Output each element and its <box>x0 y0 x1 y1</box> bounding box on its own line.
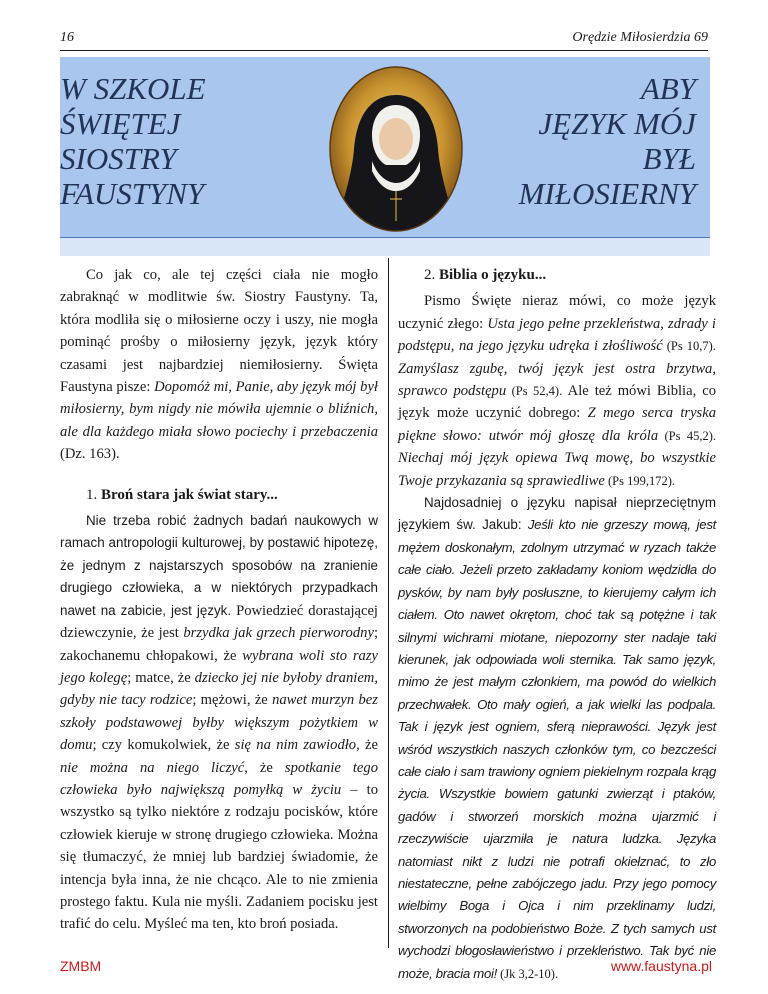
bible-paragraph-2: Najdosadniej o języku napisał nieprzeciętnym językiem św. Jakub: Jeśli kto nie grzeszy mową, jest mężem doskonałym, zdolnym utrzymać w ryzach także całe ciało. Jeżeli przeto zakładamy koniom wędzidła do pysków, by nam były posłuszne, to kierujemy całym ich ciałem. Oto nawet okrętom, choć tak są potężne i tak silnymi wichrami miotane, niepozorny ster nadaje taki kierunek, jak odpowiada woli sternika. Tak samo język, mimo że jest małym członkiem, ma powód do wielkich przechwałek. Oto mały ogień, a jak wielki las podpala. Tak i język jest ogniem, sferą nieprawości. Język jest wśród wszystkich naszych członków tym, co bezcześci całe ciało i sam trawiony ogniem piekielnym rozpala krąg życia. Wszystkie bowiem gatunki zwierząt i ptaków, gadów i stworzeń morskich można ujarzmić i rzeczywiście ujarzmiła je natura ludzka. Języka natomiast nikt z ludzi nie potrafi okiełznać, to zło niestateczne, pełne zabójczego jadu. Przy jego pomocy wielbimy Boga i Ojca i nim przeklinamy ludzi, stworzonych na podobieństwo Boże. Z tych samych ust wychodzi błogosławieństwo i przekleństwo. Tak być nie może, bracia moi! (Jk 3,2-10). <box>398 495 717 981</box>
footer-website: www.faustyna.pl <box>610 958 712 974</box>
band-strip <box>60 238 710 256</box>
page-number: 16 <box>60 30 74 45</box>
title-band <box>60 57 710 239</box>
right-column <box>398 264 716 985</box>
section-heading-2: 2. Biblia o języku... <box>424 267 547 283</box>
left-column <box>60 264 378 936</box>
journal-title: Orędzie Miłosierdzia 69 <box>572 30 708 45</box>
portrait-image <box>328 65 464 233</box>
column-title-right <box>496 71 696 211</box>
title-line: W SZKOLE <box>60 71 206 106</box>
title-line: MIŁOSIERNY <box>518 176 696 211</box>
title-line: JĘZYK MÓJ <box>538 106 696 141</box>
quote: Dopomóż mi, Panie, aby język mój był miłosierny, bym nigdy nie mówiła ujemnie o bliźnich, ale dla każdego miała słowo pociechy i przebaczenia <box>60 379 378 440</box>
section-1-paragraph: Nie trzeba robić żadnych badań naukowych w ramach antropologii kulturowej, by postawić hipotezę, że jednym z najstarszych sposobów na zranienie drugiego człowieka, a w niektórych przypadkach nawet na zabicie, jest język. Powiedzieć dorastającej dziewczynie, że jest brzydka jak grzech pierworodny; zakochanemu chłopakowi, że wybrana woli sto razy jego kolegę; matce, że dziecko jej nie byłoby draniem, gdyby nie tacy rodzice; mężowi, że nawet murzyn bez szkoły podstawowej byłby większym pożytkiem w domu; czy komukolwiek, że się na nim zawiodło, że nie można na niego liczyć, że spotkanie tego człowieka było największą pomyłką w życiu – to wszystko są tylko niektóre z rodzaju pocisków, które człowiek kieruje w stronę drugiego człowieka. Można się tłumaczyć, że mniej lub bardziej świadomie, że intencja była inna, że nie chcąco. Ale to nie zmienia prostego faktu. Kula nie myśli. Zadaniem pocisku jest trafić do celu. Myśleć ma ten, kto broń posiada. <box>60 513 378 933</box>
intro-paragraph: Co jak co, ale tej części ciała nie mogło zabraknąć w modlitwie św. Siostry Faustyny. Ta, która modliła się o miłosierne oczy i uszy, nie mogła pominąć prośby o miłosierny język, język który czasami jest najbardziej niemiłosierny. Święta Faustyna pisze: Dopomóż mi, Panie, aby język mój był miłosierny, bym nigdy nie mówiła ujemnie o bliźnich, ale dla każdego miała słowo pociechy i przebaczenia (Dz. 163). <box>60 267 378 463</box>
title-line: SIOSTRY <box>60 141 177 176</box>
column-divider <box>388 258 389 948</box>
running-head <box>60 28 708 51</box>
title-line: ABY <box>640 71 696 106</box>
bible-paragraph-1: Pismo Święte nieraz mówi, co może język uczynić złego: Usta jego pełne przekleństwa, zdrady i podstępu, na jego języku udręka i złośliwość (Ps 10,7). Zamyślasz zgubę, twój język jest ostra brzytwa, sprawco podstępu (Ps 52,4). Ale też mówi Biblia, co język może uczynić dobrego: Z mego serca tryska piękne słowo: utwór mój głoszę dla króla (Ps 45,2). Niechaj mój język opiewa Twą mowę, bo wszystkie Twoje przykazania są sprawiedliwe (Ps 199,172). <box>398 293 717 489</box>
title-line: BYŁ <box>642 141 696 176</box>
title-line: FAUSTYNY <box>60 176 205 211</box>
title-line: ŚWIĘTEJ <box>60 106 181 141</box>
footer-publisher: ZMBM <box>60 958 102 974</box>
column-title-left <box>60 71 260 211</box>
section-heading-1: 1. Broń stara jak świat stary... <box>86 486 278 503</box>
